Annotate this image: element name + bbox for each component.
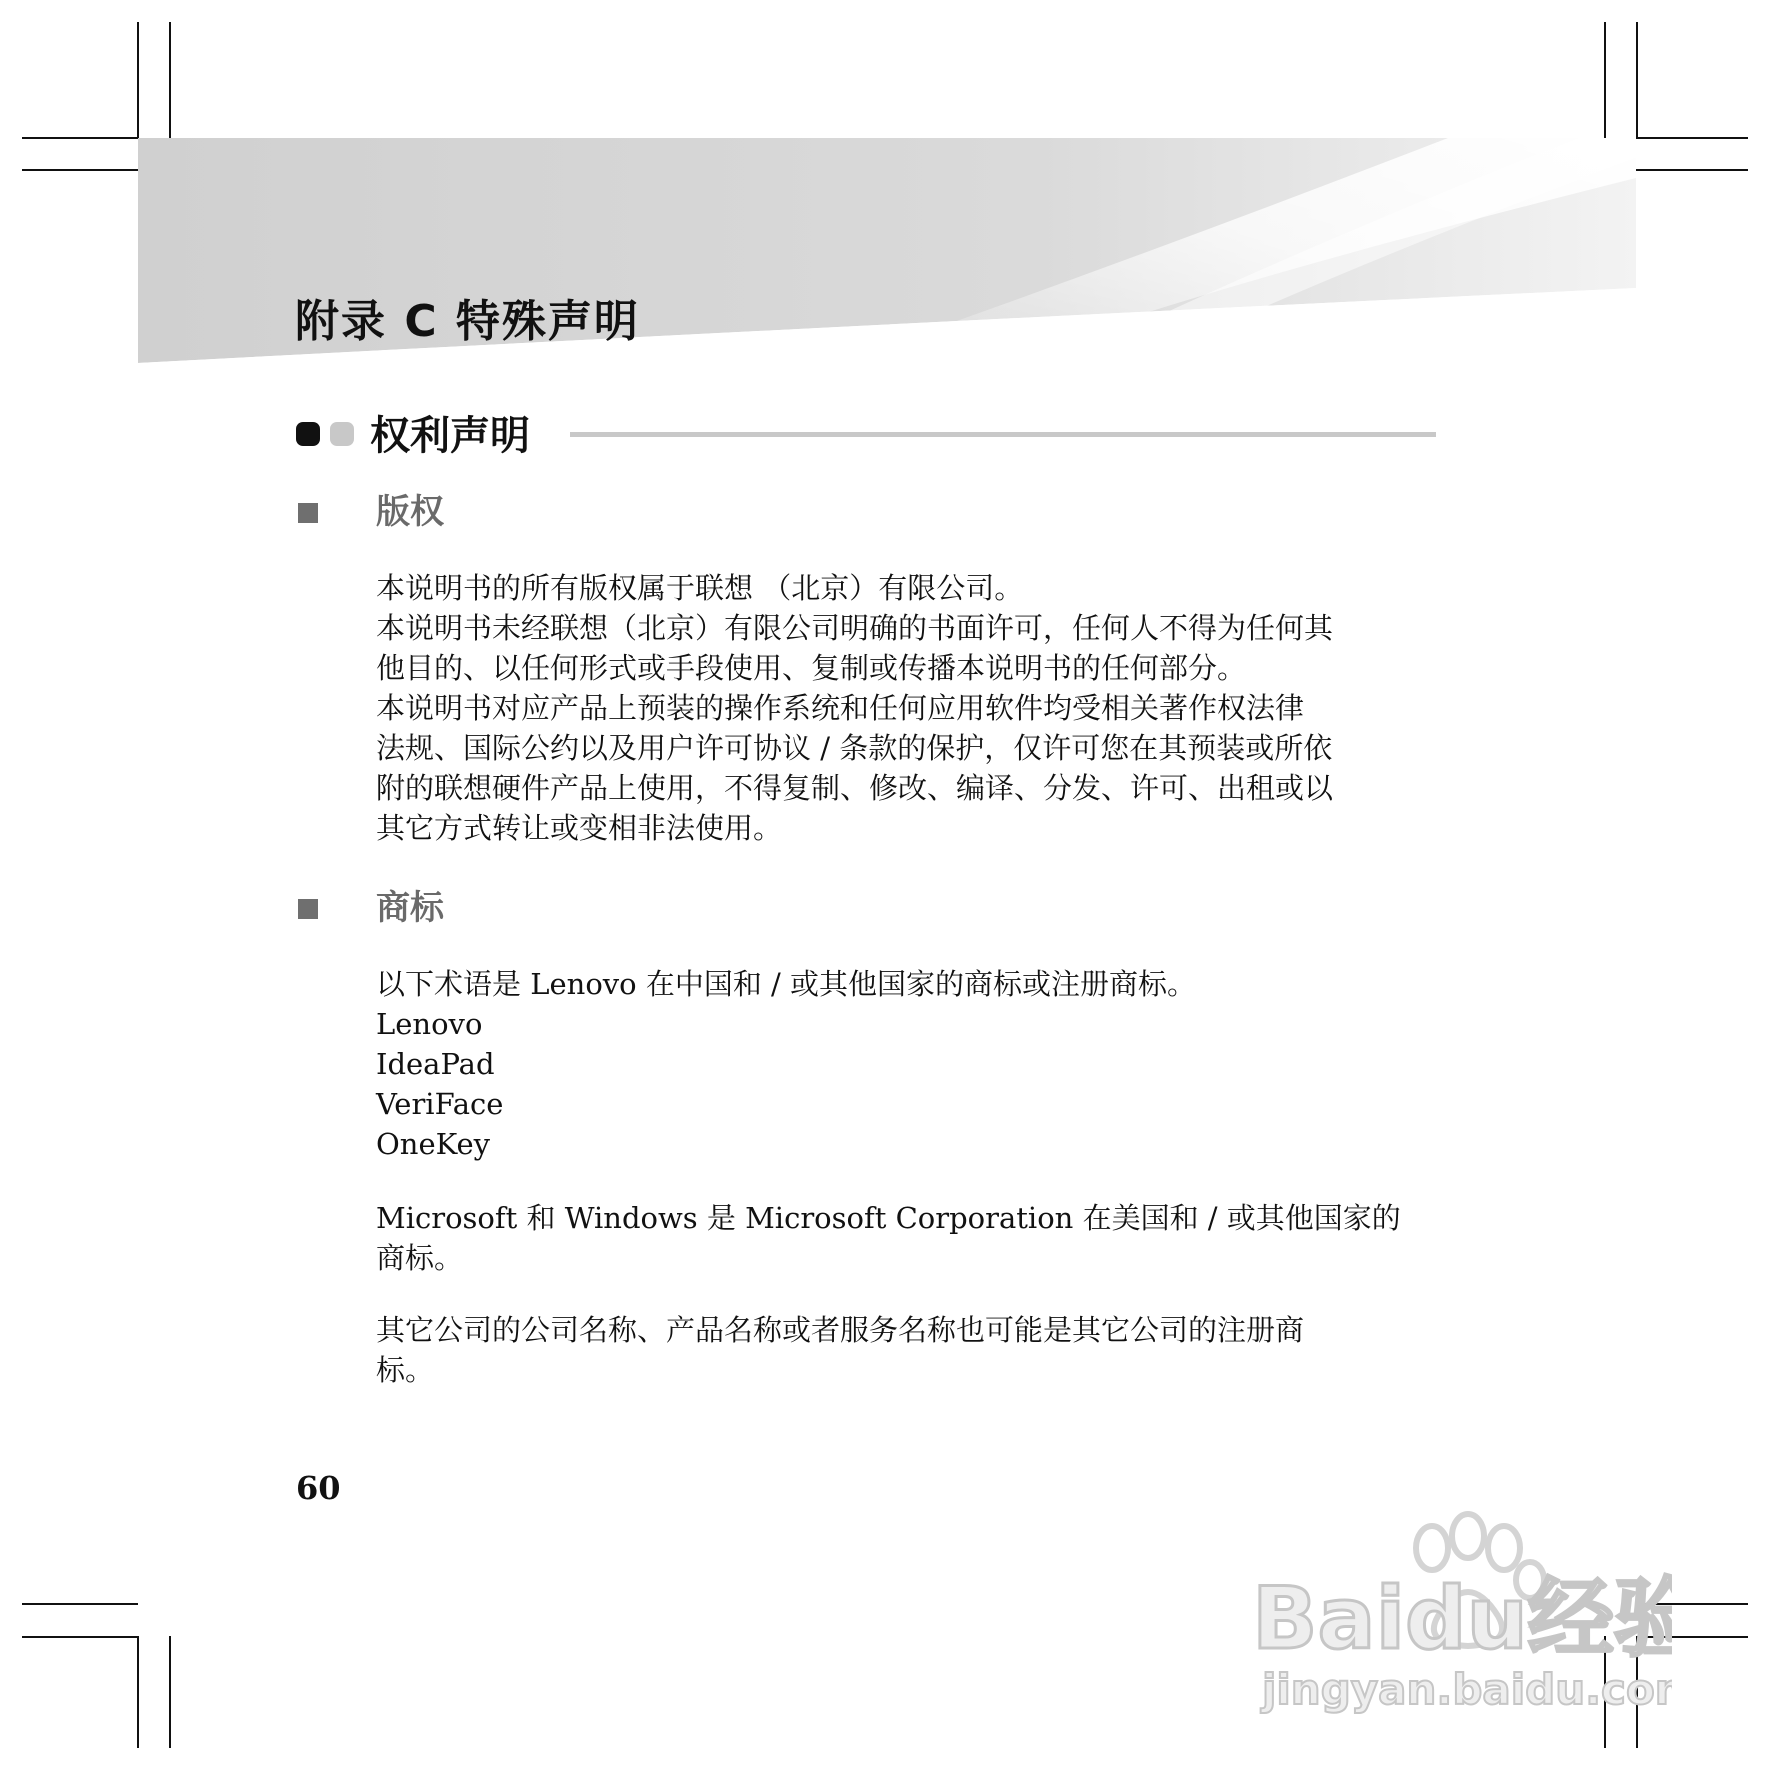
square-bullet-icon — [298, 899, 318, 919]
trademarks-list — [376, 964, 1436, 1164]
trademark-item: OneKey — [376, 1127, 491, 1161]
watermark-url: jingyan.baidu.com — [1262, 1665, 1672, 1714]
crop-mark — [22, 1603, 138, 1605]
crop-mark — [169, 22, 171, 138]
text-line: 本说明书未经联想（北京）有限公司明确的书面许可，任何人不得为任何其 — [376, 611, 1334, 645]
text-line: 本说明书对应产品上预装的操作系统和任何应用软件均受相关著作权法律 — [376, 691, 1305, 725]
text-line: 附的联想硬件产品上使用，不得复制、修改、编译、分发、许可、出租或以 — [376, 771, 1334, 805]
bullet-light-icon — [330, 422, 354, 446]
trademark-item: IdeaPad — [376, 1047, 495, 1081]
subheading-trademarks: 商标 — [376, 888, 444, 928]
section-rule — [570, 432, 1436, 437]
section-heading — [296, 408, 1436, 464]
text-line: 其它公司的公司名称、产品名称或者服务名称也可能是其它公司的注册商 — [376, 1313, 1305, 1347]
copyright-text — [376, 568, 1436, 848]
text-line: 他目的、以任何形式或手段使用、复制或传播本说明书的任何部分。 — [376, 651, 1247, 685]
bullet-dark-icon — [296, 422, 320, 446]
crop-mark — [1636, 169, 1748, 171]
text-line: 标。 — [376, 1353, 435, 1387]
paw-logo-icon — [1252, 1508, 1672, 1718]
crop-mark — [22, 1636, 138, 1638]
subheading-copyright: 版权 — [376, 492, 444, 532]
trademark-item: Lenovo — [376, 1007, 483, 1041]
trademark-item: VeriFace — [376, 1087, 504, 1121]
crop-mark — [137, 1636, 139, 1748]
crop-mark — [22, 137, 138, 139]
other-trademark-text — [376, 1310, 1436, 1390]
chapter-title: 附录 C 特殊声明 — [295, 296, 640, 347]
text-line: 其它方式转让或变相非法使用。 — [376, 811, 783, 845]
section-title: 权利声明 — [370, 413, 530, 459]
baidu-watermark — [1252, 1508, 1672, 1718]
crop-mark — [22, 169, 138, 171]
crop-mark — [1636, 22, 1638, 138]
text-line: 以下术语是 Lenovo 在中国和 / 或其他国家的商标或注册商标。 — [376, 967, 1197, 1001]
text-line: Microsoft 和 Windows 是 Microsoft Corporation 在美国和 / 或其他国家的 — [376, 1201, 1401, 1235]
square-bullet-icon — [298, 503, 318, 523]
text-line: 商标。 — [376, 1241, 464, 1275]
crop-mark — [1604, 22, 1606, 138]
text-line: 法规、国际公约以及用户许可协议 / 条款的保护，仅许可您在其预装或所依 — [376, 731, 1333, 765]
microsoft-trademark-text — [376, 1198, 1436, 1278]
page-number: 60 — [296, 1469, 341, 1507]
text-line: 本说明书的所有版权属于联想 （北京）有限公司。 — [376, 571, 1024, 605]
crop-mark — [137, 22, 139, 138]
watermark-logo-text: Baidu经验 — [1252, 1569, 1672, 1669]
crop-mark — [1636, 137, 1748, 139]
crop-mark — [169, 1636, 171, 1748]
